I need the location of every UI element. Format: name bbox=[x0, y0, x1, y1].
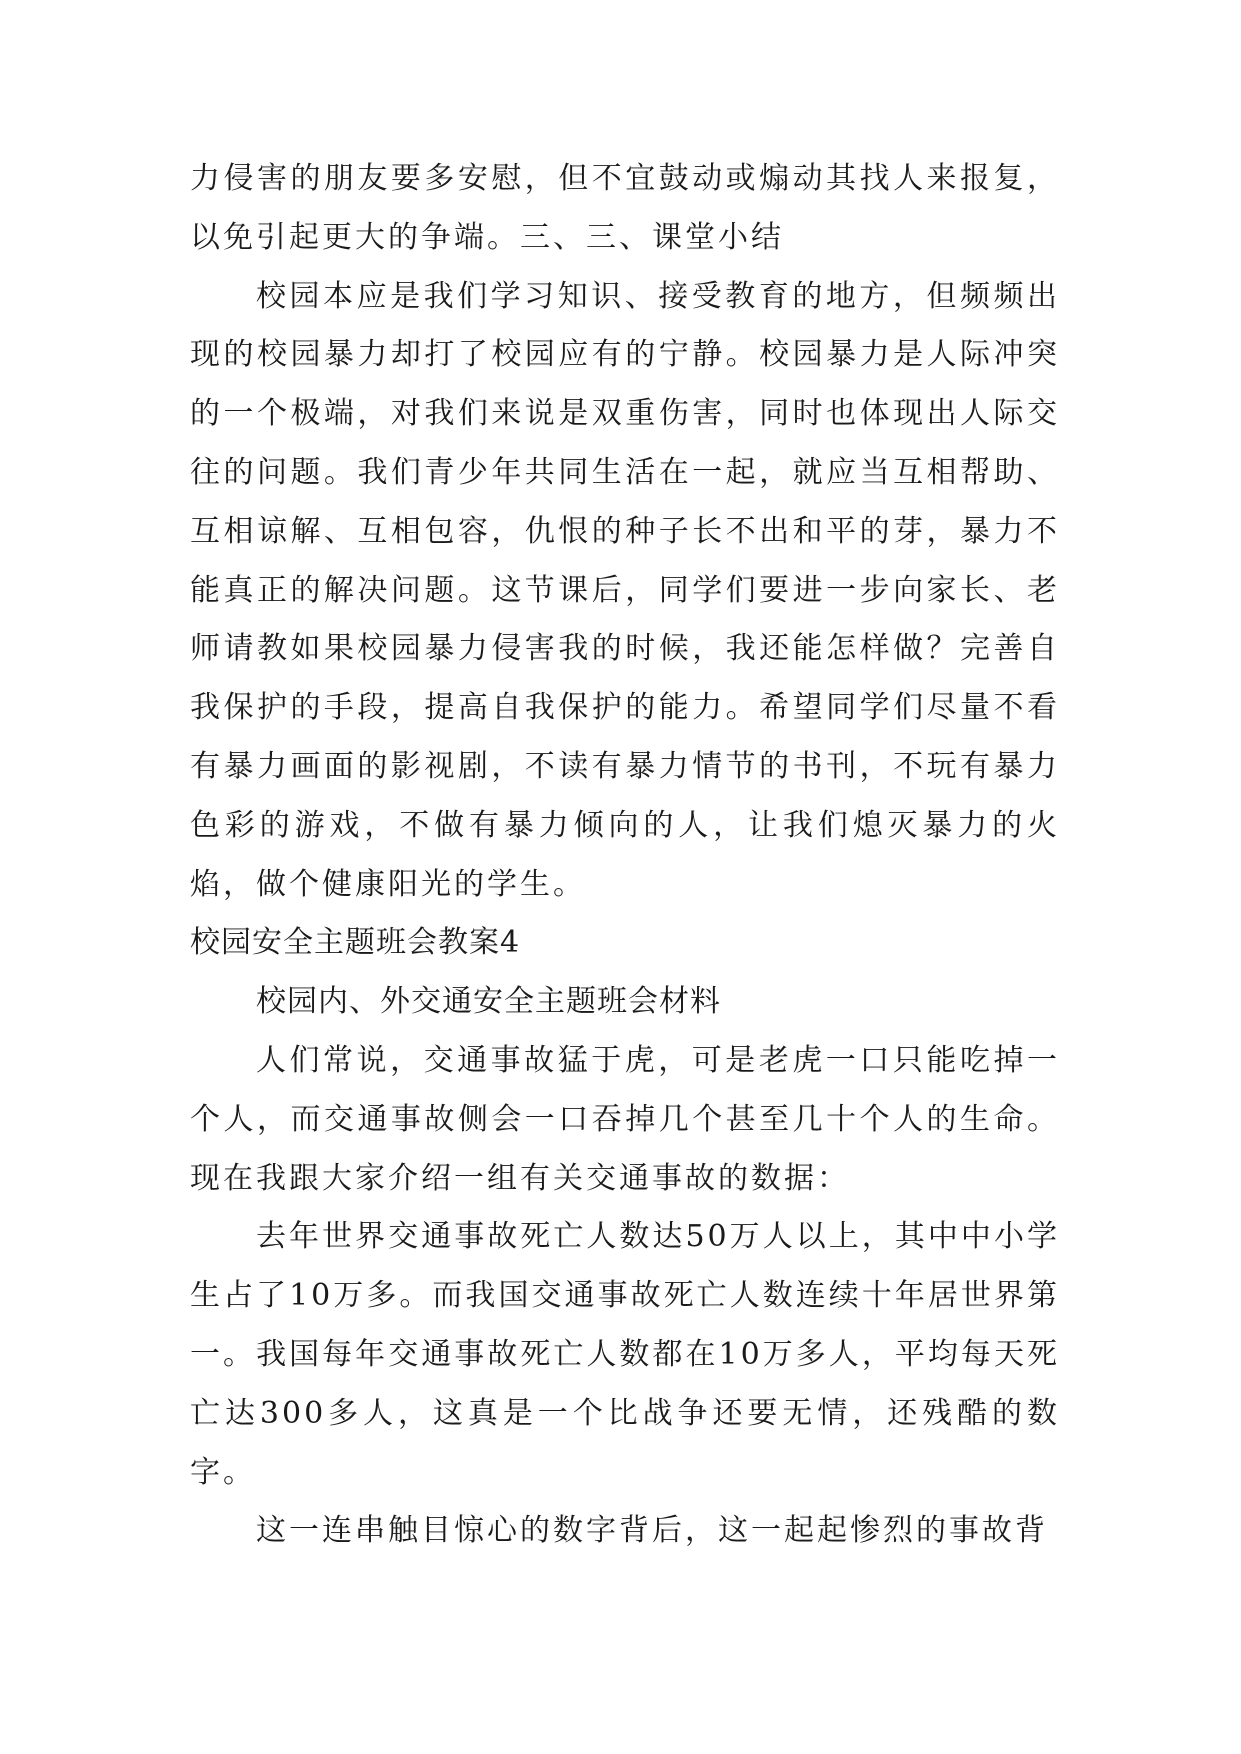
paragraph-violence-advice: 力侵害的朋友要多安慰，但不宜鼓动或煽动其找人来报复，以免引起更大的争端。三、三、课堂小结 bbox=[190, 161, 1060, 255]
paragraph-traffic-intro: 人们常说，交通事故猛于虎，可是老虎一口只能吃掉一个人，而交通事故侧会一口吞掉几个甚至几十个人的生命。现在我跟大家介绍一组有关交通事故的数据： bbox=[190, 1042, 1060, 1196]
paragraph-class-summary: 校园本应是我们学习知识、接受教育的地方，但频频出现的校园暴力却打了校园应有的宁静。校园暴力是人际冲突的一个极端，对我们来说是双重伤害，同时也体现出人际交往的问题。我们青少年共同生活在一起，就应当互相帮助、互相谅解、互相包容，仇恨的种子长不出和平的芽，暴力不能真正的解决问题。这节课后，同学们要进一步向家长、老师请教如果校园暴力侵害我的时候，我还能怎样做？完善自我保护的手段，提高自我保护的能力。希望同学们尽量不看有暴力画面的影视剧，不读有暴力情节的书刊，不玩有暴力色彩的游戏，不做有暴力倾向的人，让我们熄灭暴力的火焰，做个健康阳光的学生。 bbox=[190, 278, 1060, 902]
paragraph-traffic-statistics: 去年世界交通事故死亡人数达50万人以上，其中中小学生占了10万多。而我国交通事故死亡人数连续十年居世界第一。我国每年交通事故死亡人数都在10万多人，平均每天死亡达300多人，这真是一个比战争还要无情，还残酷的数字。 bbox=[190, 1219, 1060, 1490]
document-body bbox=[190, 150, 1060, 1561]
section-heading: 校园安全主题班会教案4 bbox=[190, 925, 521, 961]
section-subheading: 校园内、外交通安全主题班会材料 bbox=[256, 984, 721, 1020]
paragraph-traffic-conclusion: 这一连串触目惊心的数字背后，这一起起惨烈的事故背 bbox=[256, 1513, 1048, 1549]
